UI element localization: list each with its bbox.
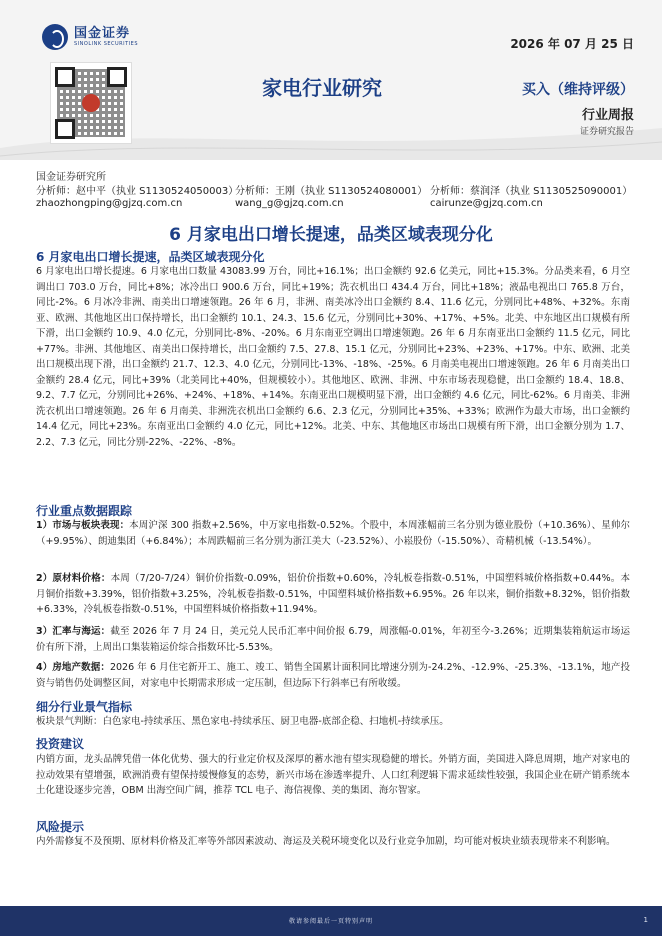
section-title-sector-indicators: 细分行业景气指标 xyxy=(36,700,133,714)
data-item-fx-shipping xyxy=(36,624,630,655)
report-subtype: 证券研究报告 xyxy=(579,127,634,137)
analyst-3-email: cairunze@gjzq.com.cn xyxy=(430,198,543,209)
report-title: 家电行业研究 xyxy=(262,76,382,100)
qr-center-logo-icon xyxy=(82,94,100,112)
analyst-1: 分析师：赵中平（执业 S1130524050003） xyxy=(36,186,239,197)
company-logo xyxy=(42,24,138,50)
report-date: 2026 年 07 月 25 日 xyxy=(510,37,634,51)
section-body-export: 6 月家电出口增长提速。6 月家电出口数量 43083.99 万台，同比+16.1%；出口金额约 92.6 亿美元，同比+15.3%。分品类来看，6 月空调出口 703.0 万台，同比+8%；冰冷出口 900.6 万台，同比+19%；洗衣机出口 434.4 万台，同比+18%；液晶电视出口 765.8 万台，同比-2%。6 月冰冷非洲、南美出口增速领跑。26 年 6 月，非洲、南美冰冷出口金额约 8.4、11.6 亿元，分别同比+48%、+32%。东南亚、欧洲、其他地区出口保持增长，出口金额约 10.1、24.3、15.6 亿元，分别同比+30%、+17%、+5%。北美、中东地区出口规模有所下滑，出口金额约 10.9、4.0 亿元，分别同比-8%、-20%。6 月东南亚空调出口增速领跑。26 年 6 月东南亚出口金额约 11.5 亿元，同比+77%。非洲、其他地区、南美出口保持增长，出口金额约 7.5、27.8、15.1 亿元，分别同比+23%、+23%、+17%。中东、欧洲、北美出口规模出现下滑，出口金额约 21.7、12.3、4.0 亿元，分别同比-13%、-18%、-25%。6 月南美电视出口增速领跑。26 年 6 月南美出口金额约 28.4 亿元，同比+39%（北美同比+40%，但规模较小）。其他地区、欧洲、非洲、中东市场表现稳健，出口金额约 18.4、18.8、9.2、7.7 亿元，分别同比+26%、+24%、+18%、+14%。东南亚出口规模明显下滑，出口金额约 4.6 亿元，同比-62%。6 月南美、非洲洗衣机出口增速领跑。26 年 6 月南美、非洲洗衣机出口金额约 6.6、2.3 亿元，分别同比+35%、+33%；欧洲作为最大市场，出口金额约 14.4 亿元，同比+23%。东南亚出口金额约 4.0 亿元，同比+12%。北美、中东、其他地区市场出口规模有所下滑，出口金额分别为 1.7、2.2、7.3 亿元，同比分别-22%、-22%、-8%。 xyxy=(36,266,630,448)
data-item-raw-material-label: 2）原材料价格： xyxy=(36,573,111,584)
data-item-market-text: 本周沪深 300 指数+2.56%，中万家电指数-0.52%。个股中，本周涨幅前三名分别为德业股份（+10.36%）、星帅尔（+9.95%）、朗迪集团（+6.84%）；本周跌幅前三名分别为浙江美大（-23.52%）、小崧股份（-15.50%）、奇精机械（-13.54%）。 xyxy=(36,520,630,547)
analyst-2: 分析师：王刚（执业 S1130524080001） xyxy=(235,186,428,197)
rating-badge: 买入（维持评级） xyxy=(522,82,634,98)
institute-name: 国金证券研究所 xyxy=(36,172,106,183)
report-type: 行业周报 xyxy=(581,108,634,123)
page-footer xyxy=(0,906,662,936)
section-body-risk: 内外需修复不及预期、原材料价格及汇率等外部因素波动、海运及关税环境变化以及行业竞争加剧，均可能对板块业绩表现带来不利影响。 xyxy=(36,836,616,847)
section-body-sector-indicators: 板块景气判断：白色家电-持续承压、黑色家电-持续承压、厨卫电器-底部企稳、扫地机-持续承压。 xyxy=(36,716,449,727)
logo-en-text: SINOLINK SECURITIES xyxy=(74,40,138,47)
qr-code-icon xyxy=(50,62,132,144)
data-item-real-estate xyxy=(36,660,630,691)
report-headline: 6 月家电出口增长提速，品类区域表现分化 xyxy=(169,225,493,245)
analyst-1-email: zhaozhongping@gjzq.com.cn xyxy=(36,198,183,209)
data-item-fx-shipping-label: 3）汇率与海运： xyxy=(36,626,111,637)
data-item-real-estate-text: 2026 年 6 月住宅新开工、施工、竣工、销售全国累计面积同比增速分别为-24.2%、-12.9%、-25.3%、-13.1%，地产投资与销售仍处调整区间，对家电中长期需求形成一定压制，但边际下行斜率已有所收缓。 xyxy=(36,662,630,689)
data-item-real-estate-label: 4）房地产数据： xyxy=(36,662,110,673)
section-title-investment-advice: 投资建议 xyxy=(36,737,85,751)
footer-disclaimer: 敬请参阅最后一页特别声明 xyxy=(288,918,373,925)
section-title-export: 6 月家电出口增长提速，品类区域表现分化 xyxy=(36,250,265,264)
data-item-market-label: 1）市场与板块表现： xyxy=(36,520,130,531)
data-item-raw-material xyxy=(36,571,630,618)
section-title-risk: 风险提示 xyxy=(36,820,85,834)
data-item-market xyxy=(36,518,630,549)
page-number: 1 xyxy=(643,916,648,924)
analyst-3: 分析师：蔡润泽（执业 S1130525090001） xyxy=(430,186,633,197)
section-title-data-tracking: 行业重点数据跟踪 xyxy=(36,504,133,518)
logo-cn-text: 国金证券 xyxy=(74,25,131,41)
data-item-raw-material-text: 本周（7/20-7/24）铜价价指数-0.09%，铝价价指数+0.60%，冷轧板卷指数-0.51%，中国塑料城价格指数+0.44%。本月铜价指数+3.39%，铝价指数+3.25%，冷轧板卷指数-0.51%，中国塑料城价格指数+6.95%。26 年以来，铜价指数+8.32%，铝价指数+6.33%，冷轧板卷指数-0.51%，中国塑料城价格指数+11.94%。 xyxy=(36,573,630,615)
section-body-investment-advice: 内销方面，龙头品牌凭借一体化优势、强大的行业定价权及深厚的蓄水池有望实现稳健的增长。外销方面，美国进入降息周期，地产对家电的拉动效果有望增强，欧洲消费有望保持缓慢修复的态势，新兴市场在渗透率提升、人口红利逻辑下需求延续性较强，我国企业在研产销系统本土化建设逐步完善，OBM 出海空间广阔，推荐 TCL 电子、海信视像、美的集团、海尔智家。 xyxy=(36,754,630,796)
logo-icon xyxy=(42,24,68,50)
data-item-fx-shipping-text: 截至 2026 年 7 月 24 日，美元兑人民币汇率中间价报 6.79，周涨幅-0.01%，年初至今-3.26%；近期集装箱航运市场运价有所下滑，上周出口集装箱运价综合指数环比-5.53%。 xyxy=(36,626,630,653)
analyst-2-email: wang_g@gjzq.com.cn xyxy=(235,198,344,209)
